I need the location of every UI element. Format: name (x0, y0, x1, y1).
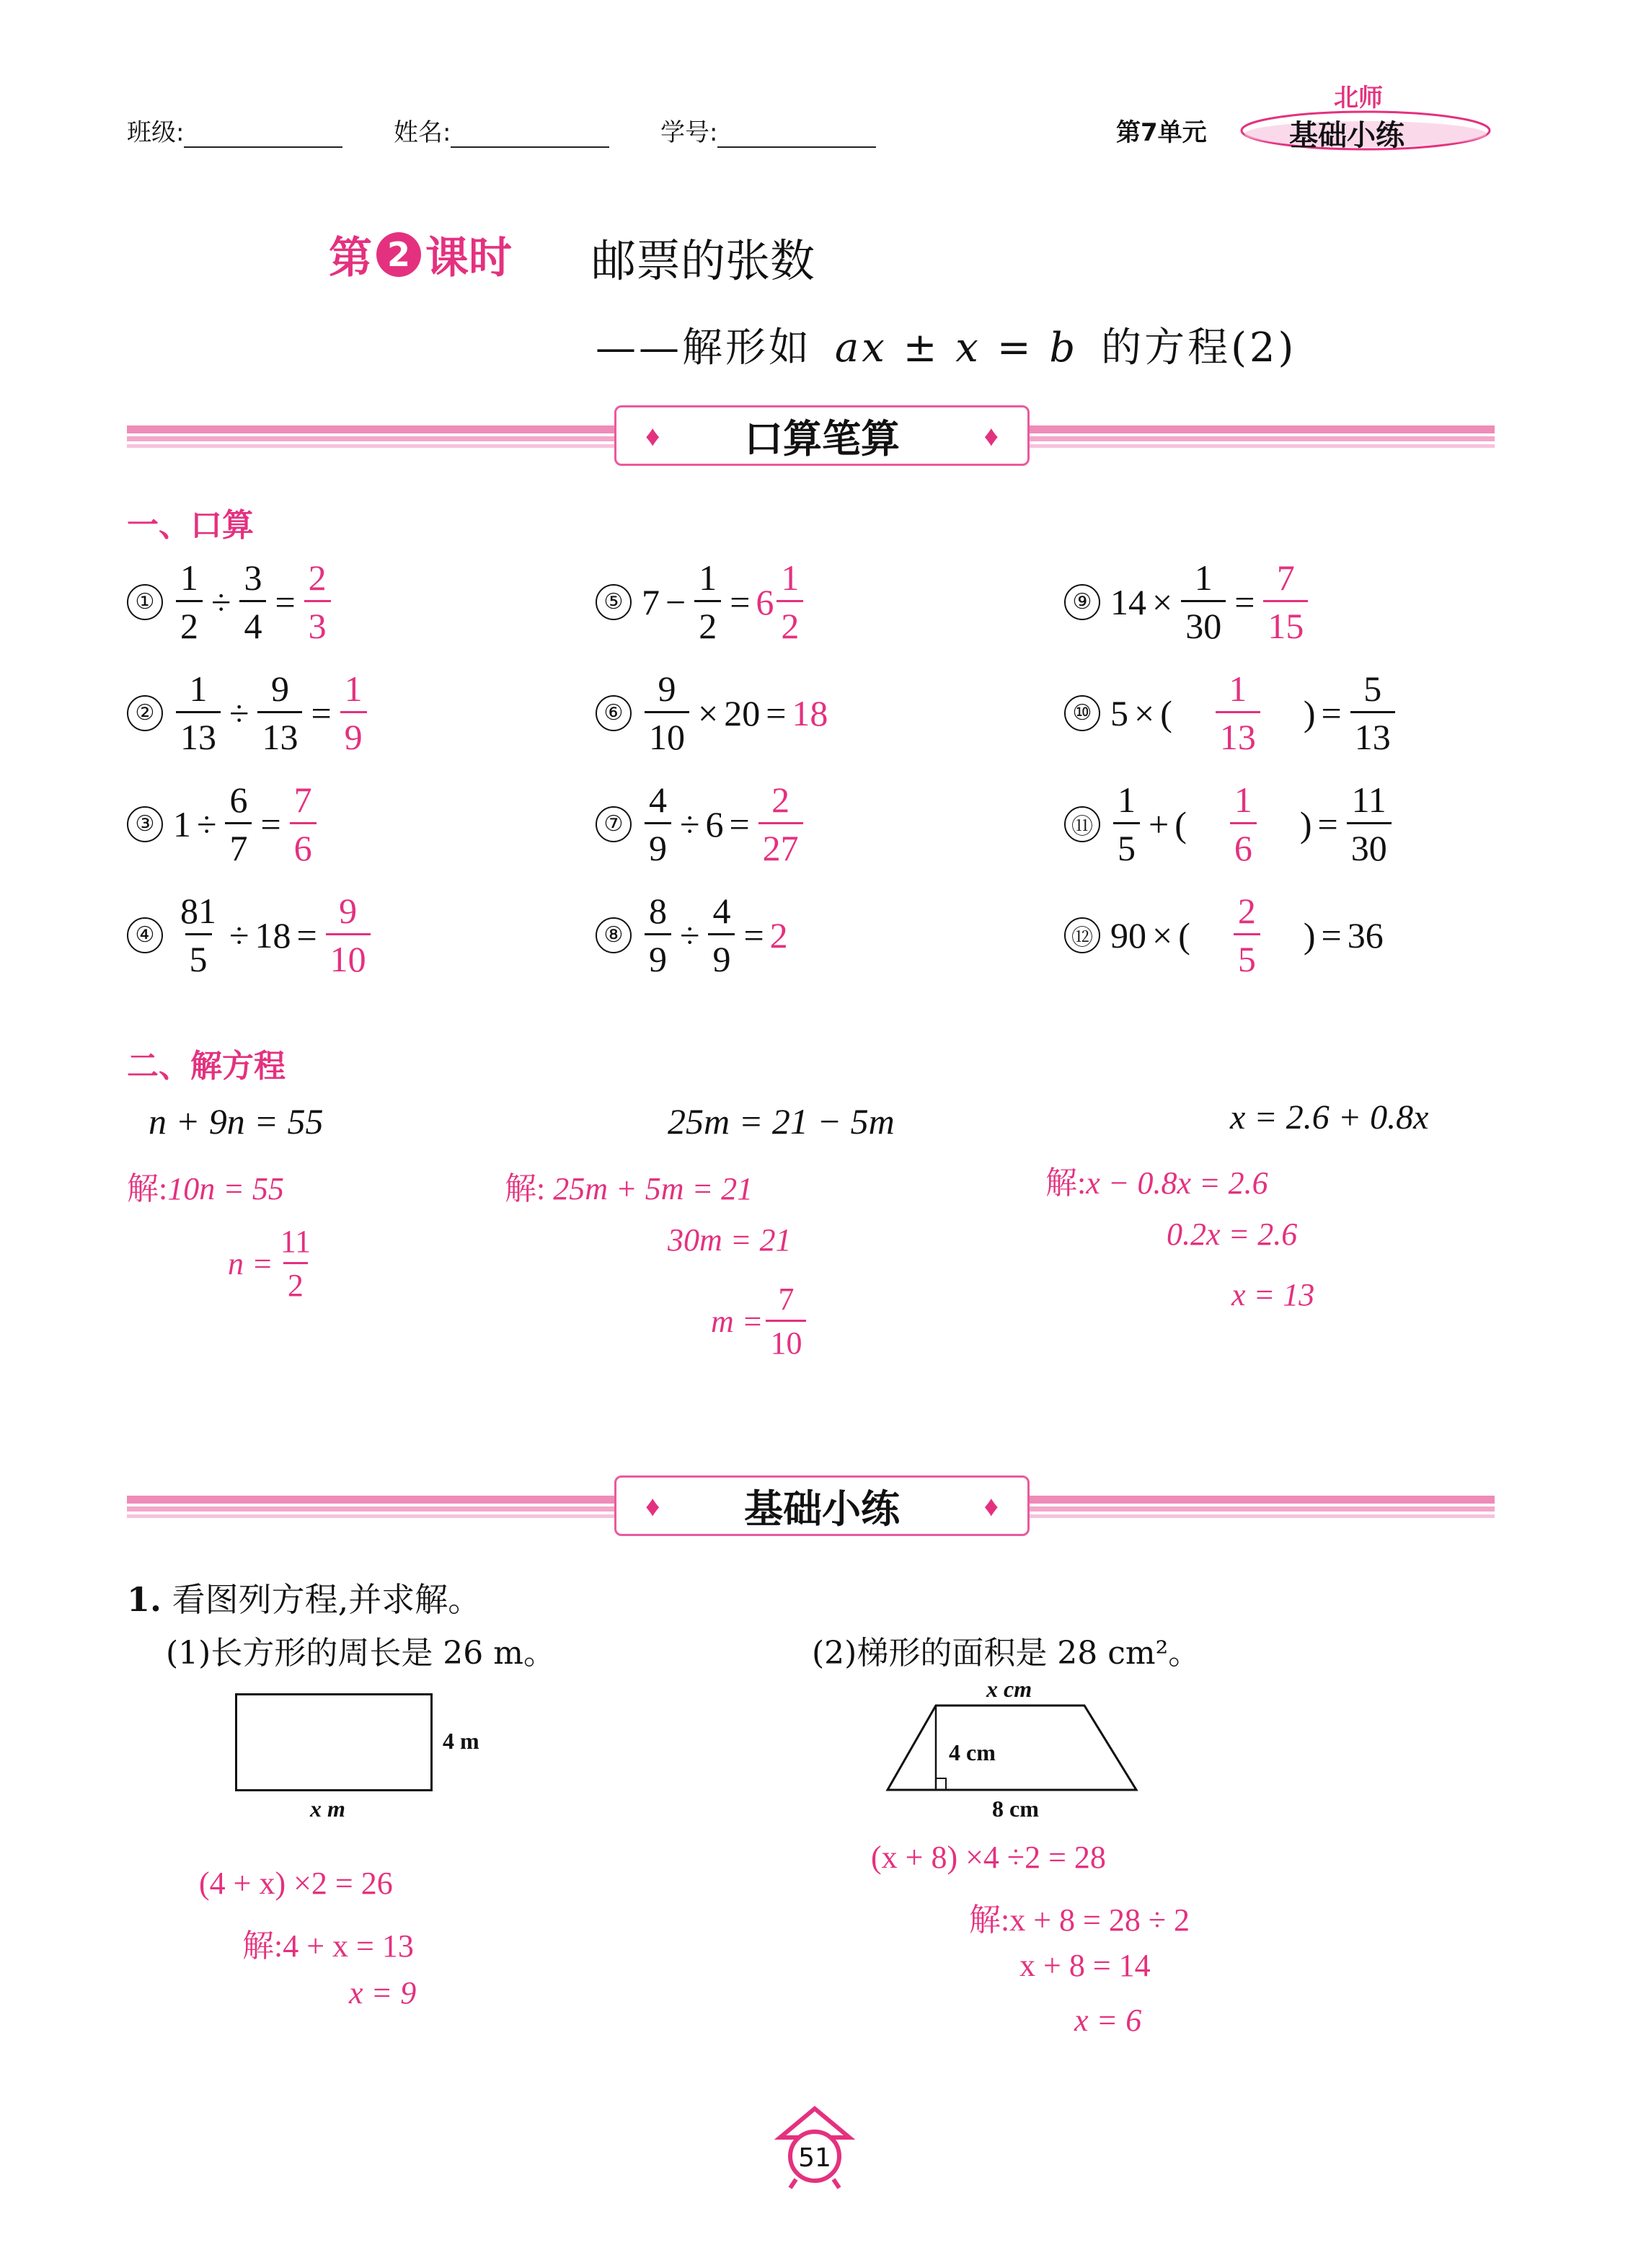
question-text: 看图列方程,并求解。 (172, 1580, 482, 1619)
oral-answer-whole: 6 (756, 581, 774, 622)
trapezoid-bottom-label: 8 cm (992, 1796, 1039, 1822)
name-field (394, 112, 609, 148)
subtitle-tail: 的方程(2) (1101, 325, 1297, 371)
oral-9: ⑨ 14 × $\frac{1}{30}$ = $\frac{7}{15}$ (1064, 560, 1311, 644)
oral-8: ⑧ $\frac{8}{9}$ ÷ $\frac{4}{9}$ = 2 (596, 893, 788, 977)
oral-number: ⑩ (1064, 695, 1100, 731)
number-field (660, 112, 876, 148)
oral-3: ③ 1 ÷ $\frac{6}{7}$ = $\frac{7}{6}$ (127, 782, 319, 866)
oral-answer: $\frac{1}{6}$ (1230, 782, 1257, 866)
oral-answer: $\frac{1}{2}$ (777, 560, 803, 644)
eq3-step1: 解:x − 0.8x = 2.6 (1045, 1165, 1268, 1201)
rectangle-side-label: 4 m (443, 1728, 479, 1754)
part1-answer-3: x = 9 (349, 1975, 417, 2011)
lesson-subtitle (596, 316, 1296, 374)
oral-answer: $\frac{1}{13}$ (1216, 671, 1260, 755)
name-label: 姓名: (394, 118, 451, 147)
part2-answer-4: x = 6 (1074, 2003, 1142, 2038)
unit-label: 第7单元 (1116, 118, 1207, 147)
diamond-icon: ♦ (645, 1489, 660, 1522)
oral-answer: $\frac{2}{3}$ (304, 560, 331, 644)
oral-answer: $\frac{7}{15}$ (1263, 560, 1308, 644)
oral-number: ⑨ (1064, 584, 1100, 620)
oral-heading: 一、口算 (127, 507, 254, 544)
oral-4: ④ $\frac{81}{5}$ ÷ 18 = $\frac{9}{10}$ (127, 893, 373, 977)
oral-10: ⑩ 5 × ( $\frac{1}{13}$ ) = $\frac{5}{13}$ (1064, 671, 1398, 755)
brand-main: 基础小练 (1289, 119, 1404, 152)
diamond-icon: ♦ (983, 419, 999, 452)
diamond-icon: ♦ (983, 1489, 999, 1522)
rectangle-bottom-label: x m (310, 1796, 345, 1822)
oral-number: ⑦ (596, 806, 632, 842)
eq3-problem: x = 2.6 + 0.8x (1230, 1098, 1429, 1137)
oral-number: ⑫ (1064, 917, 1100, 953)
section2-title: 基础小练 (744, 1486, 900, 1532)
part2-answer-3: x + 8 = 14 (1019, 1948, 1151, 1983)
eq1-result: n = $\frac{11}{2}$ (228, 1224, 311, 1303)
oral-answer: $\frac{7}{6}$ (290, 782, 317, 866)
part1-text: (1)长方形的周长是 26 m。 (166, 1635, 556, 1672)
oral-number: ⑥ (596, 695, 632, 731)
subtitle-equation: ax ± x = b (834, 325, 1079, 371)
oral-answer: $\frac{1}{9}$ (340, 671, 367, 755)
oral-number: ⑤ (596, 584, 632, 620)
eq2-step2: 30m = 21 (668, 1222, 792, 1258)
eq3-step2: 0.2x = 2.6 (1167, 1217, 1298, 1252)
number-blank[interactable] (717, 119, 876, 148)
oral-1: ① $\frac{1}{2}$ ÷ $\frac{3}{4}$ = $\frac{2}{3}$ (127, 560, 334, 644)
brand-logo (1239, 108, 1492, 153)
oral-number: ④ (127, 917, 163, 953)
oral-5: ⑤ 7 − $\frac{1}{2}$ = 6 $\frac{1}{2}$ (596, 560, 806, 644)
section1-banner (614, 405, 1030, 466)
oral-answer: 2 (769, 914, 788, 956)
trapezoid-top-label: x cm (986, 1676, 1032, 1702)
eq2-result: m = $\frac{7}{10}$ (711, 1284, 809, 1359)
eq2-step1: 解: 25m + 5m = 21 (505, 1171, 753, 1206)
part1-answer-2: 解:4 + x = 13 (242, 1928, 414, 1964)
oral-number: ② (127, 695, 163, 731)
part2-answer-2: 解:x + 8 = 28 ÷ 2 (969, 1902, 1190, 1938)
section1-title: 口算笔算 (744, 415, 900, 462)
part1-answer-1: (4 + x) ×2 = 26 (199, 1866, 393, 1901)
oral-11: ⑪ $\frac{1}{5}$ + ( $\frac{1}{6}$ ) = $\frac{11}{30}$ (1064, 782, 1394, 866)
brand-top: 北师 (1334, 84, 1383, 112)
number-label: 学号: (660, 118, 718, 147)
oral-number: ⑧ (596, 917, 632, 953)
oral-6: ⑥ $\frac{9}{10}$ × 20 = 18 (596, 671, 828, 755)
eq1-step1: 解:10n = 55 (127, 1171, 284, 1206)
subtitle-dash: ——解形如 (596, 325, 812, 371)
part2-answer-1: (x + 8) ×4 ÷2 = 28 (871, 1840, 1106, 1875)
oral-answer: $\frac{2}{27}$ (758, 782, 803, 866)
class-label: 班级: (127, 118, 185, 147)
eq3-step3: x = 13 (1231, 1277, 1315, 1312)
eq1-problem: n + 9n = 55 (149, 1101, 324, 1142)
question-1: 1. 看图列方程,并求解。 (127, 1580, 482, 1619)
name-blank[interactable] (451, 119, 609, 148)
oral-2: ② $\frac{1}{13}$ ÷ $\frac{9}{13}$ = $\frac{1}{9}$ (127, 671, 370, 755)
trapezoid-figure (884, 1702, 1143, 1796)
oral-7: ⑦ $\frac{4}{9}$ ÷ 6 = $\frac{2}{27}$ (596, 782, 806, 866)
class-blank[interactable] (184, 119, 342, 148)
lesson-number: 2 (376, 232, 421, 277)
oral-answer: $\frac{9}{10}$ (326, 893, 371, 977)
oral-12: ⑫ 90 × ( $\frac{2}{5}$ ) = 36 (1064, 893, 1384, 977)
page-number: 51 (798, 2143, 831, 2173)
rectangle-figure (235, 1693, 433, 1791)
lesson-heading (329, 224, 512, 286)
equation-heading: 二、解方程 (127, 1048, 286, 1085)
lesson-title: 邮票的张数 (591, 234, 815, 287)
lesson-prefix: 第 (329, 233, 372, 283)
diamond-icon: ♦ (645, 419, 660, 452)
oral-answer: $\frac{2}{5}$ (1234, 893, 1260, 977)
oral-number: ③ (127, 806, 163, 842)
trapezoid-height-label: 4 cm (949, 1739, 996, 1765)
oral-number: ① (127, 584, 163, 620)
class-field (127, 112, 342, 148)
eq2-problem: 25m = 21 − 5m (668, 1101, 895, 1142)
question-number: 1 (127, 1580, 151, 1619)
oral-number: ⑪ (1064, 806, 1100, 842)
lesson-suffix: 课时 (425, 233, 512, 283)
oral-answer: 18 (792, 692, 828, 733)
section2-banner (614, 1475, 1030, 1536)
part2-text: (2)梯形的面积是 28 cm²。 (812, 1635, 1200, 1672)
